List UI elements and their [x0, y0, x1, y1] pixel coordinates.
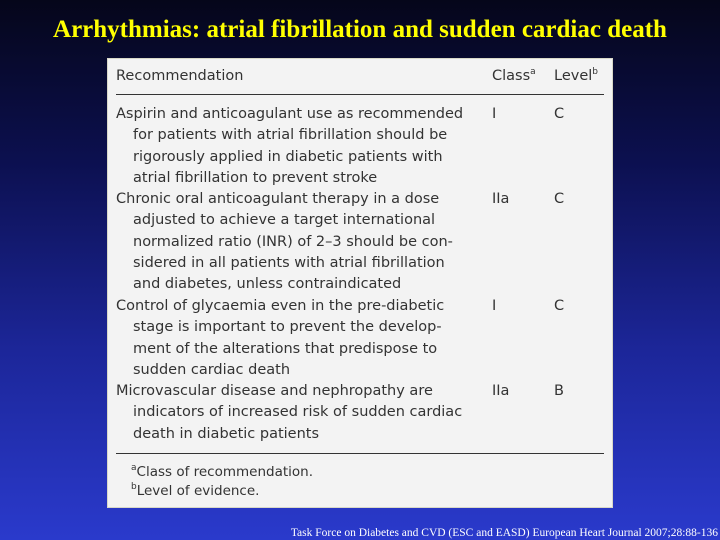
- recommendation-line: adjusted to achieve a target international: [133, 212, 436, 229]
- header-class-footnote-mark: a: [530, 67, 536, 77]
- recommendation-line: atrial fibrillation to prevent stroke: [133, 169, 378, 186]
- footnote-mark: b: [131, 482, 137, 492]
- recommendation-line: death in diabetic patients: [133, 425, 320, 442]
- level-value: C: [554, 298, 565, 314]
- header-class: [492, 67, 536, 85]
- recommendation-line: indicators of increased risk of sudden cardiac: [133, 404, 463, 421]
- recommendation-text: [116, 189, 476, 295]
- class-value: IIa: [492, 191, 510, 207]
- recommendation-text: [116, 104, 476, 189]
- class-value: I: [492, 298, 497, 314]
- class-value: IIa: [492, 383, 510, 399]
- header-level: [554, 67, 598, 85]
- recommendation-line: rigorously applied in diabetic patients with: [133, 148, 443, 165]
- footnote-a: [131, 463, 313, 481]
- recommendations-table: [107, 58, 613, 508]
- header-recommendation: [116, 67, 243, 85]
- recommendation-line: and diabetes, unless contraindicated: [133, 276, 402, 293]
- footer-rule: [116, 453, 604, 454]
- header-recommendation-label: Recommendation: [116, 68, 244, 84]
- slide-title: Arrhythmias: atrial fibrillation and sudden cardiac death: [53, 16, 667, 43]
- recommendation-line: Chronic oral anticoagulant therapy in a dose: [116, 191, 440, 207]
- recommendation-line: Aspirin and anticoagulant use as recommended: [116, 106, 464, 122]
- level-value: C: [554, 191, 565, 207]
- footnote-text: Level of evidence.: [136, 483, 260, 499]
- header-level-footnote-mark: b: [592, 67, 598, 77]
- recommendation-line: ment of the alterations that predispose to: [133, 340, 438, 357]
- footnote-b: [131, 482, 259, 500]
- header-class-label: Class: [492, 68, 531, 84]
- recommendation-text: [116, 381, 476, 445]
- header-level-label: Level: [554, 68, 593, 84]
- recommendation-line: sidered in all patients with atrial fibrillation: [133, 254, 445, 271]
- footnote-mark: a: [131, 463, 137, 473]
- level-value: B: [554, 383, 564, 399]
- recommendation-line: Control of glycaemia even in the pre-diabetic: [116, 298, 445, 314]
- footnote-text: Class of recommendation.: [136, 464, 314, 480]
- recommendation-line: Microvascular disease and nephropathy are: [116, 383, 433, 399]
- recommendation-line: stage is important to prevent the develop-: [133, 319, 442, 336]
- header-rule: [116, 94, 604, 95]
- class-value: I: [492, 106, 497, 122]
- recommendation-line: normalized ratio (INR) of 2–3 should be con-: [133, 233, 453, 250]
- recommendation-line: for patients with atrial fibrillation should be: [133, 127, 448, 144]
- recommendation-text: [116, 296, 476, 381]
- level-value: C: [554, 106, 565, 122]
- source-citation: Task Force on Diabetes and CVD (ESC and EASD) European Heart Journal 2007;28:88-136: [290, 527, 718, 539]
- recommendation-line: sudden cardiac death: [133, 361, 291, 378]
